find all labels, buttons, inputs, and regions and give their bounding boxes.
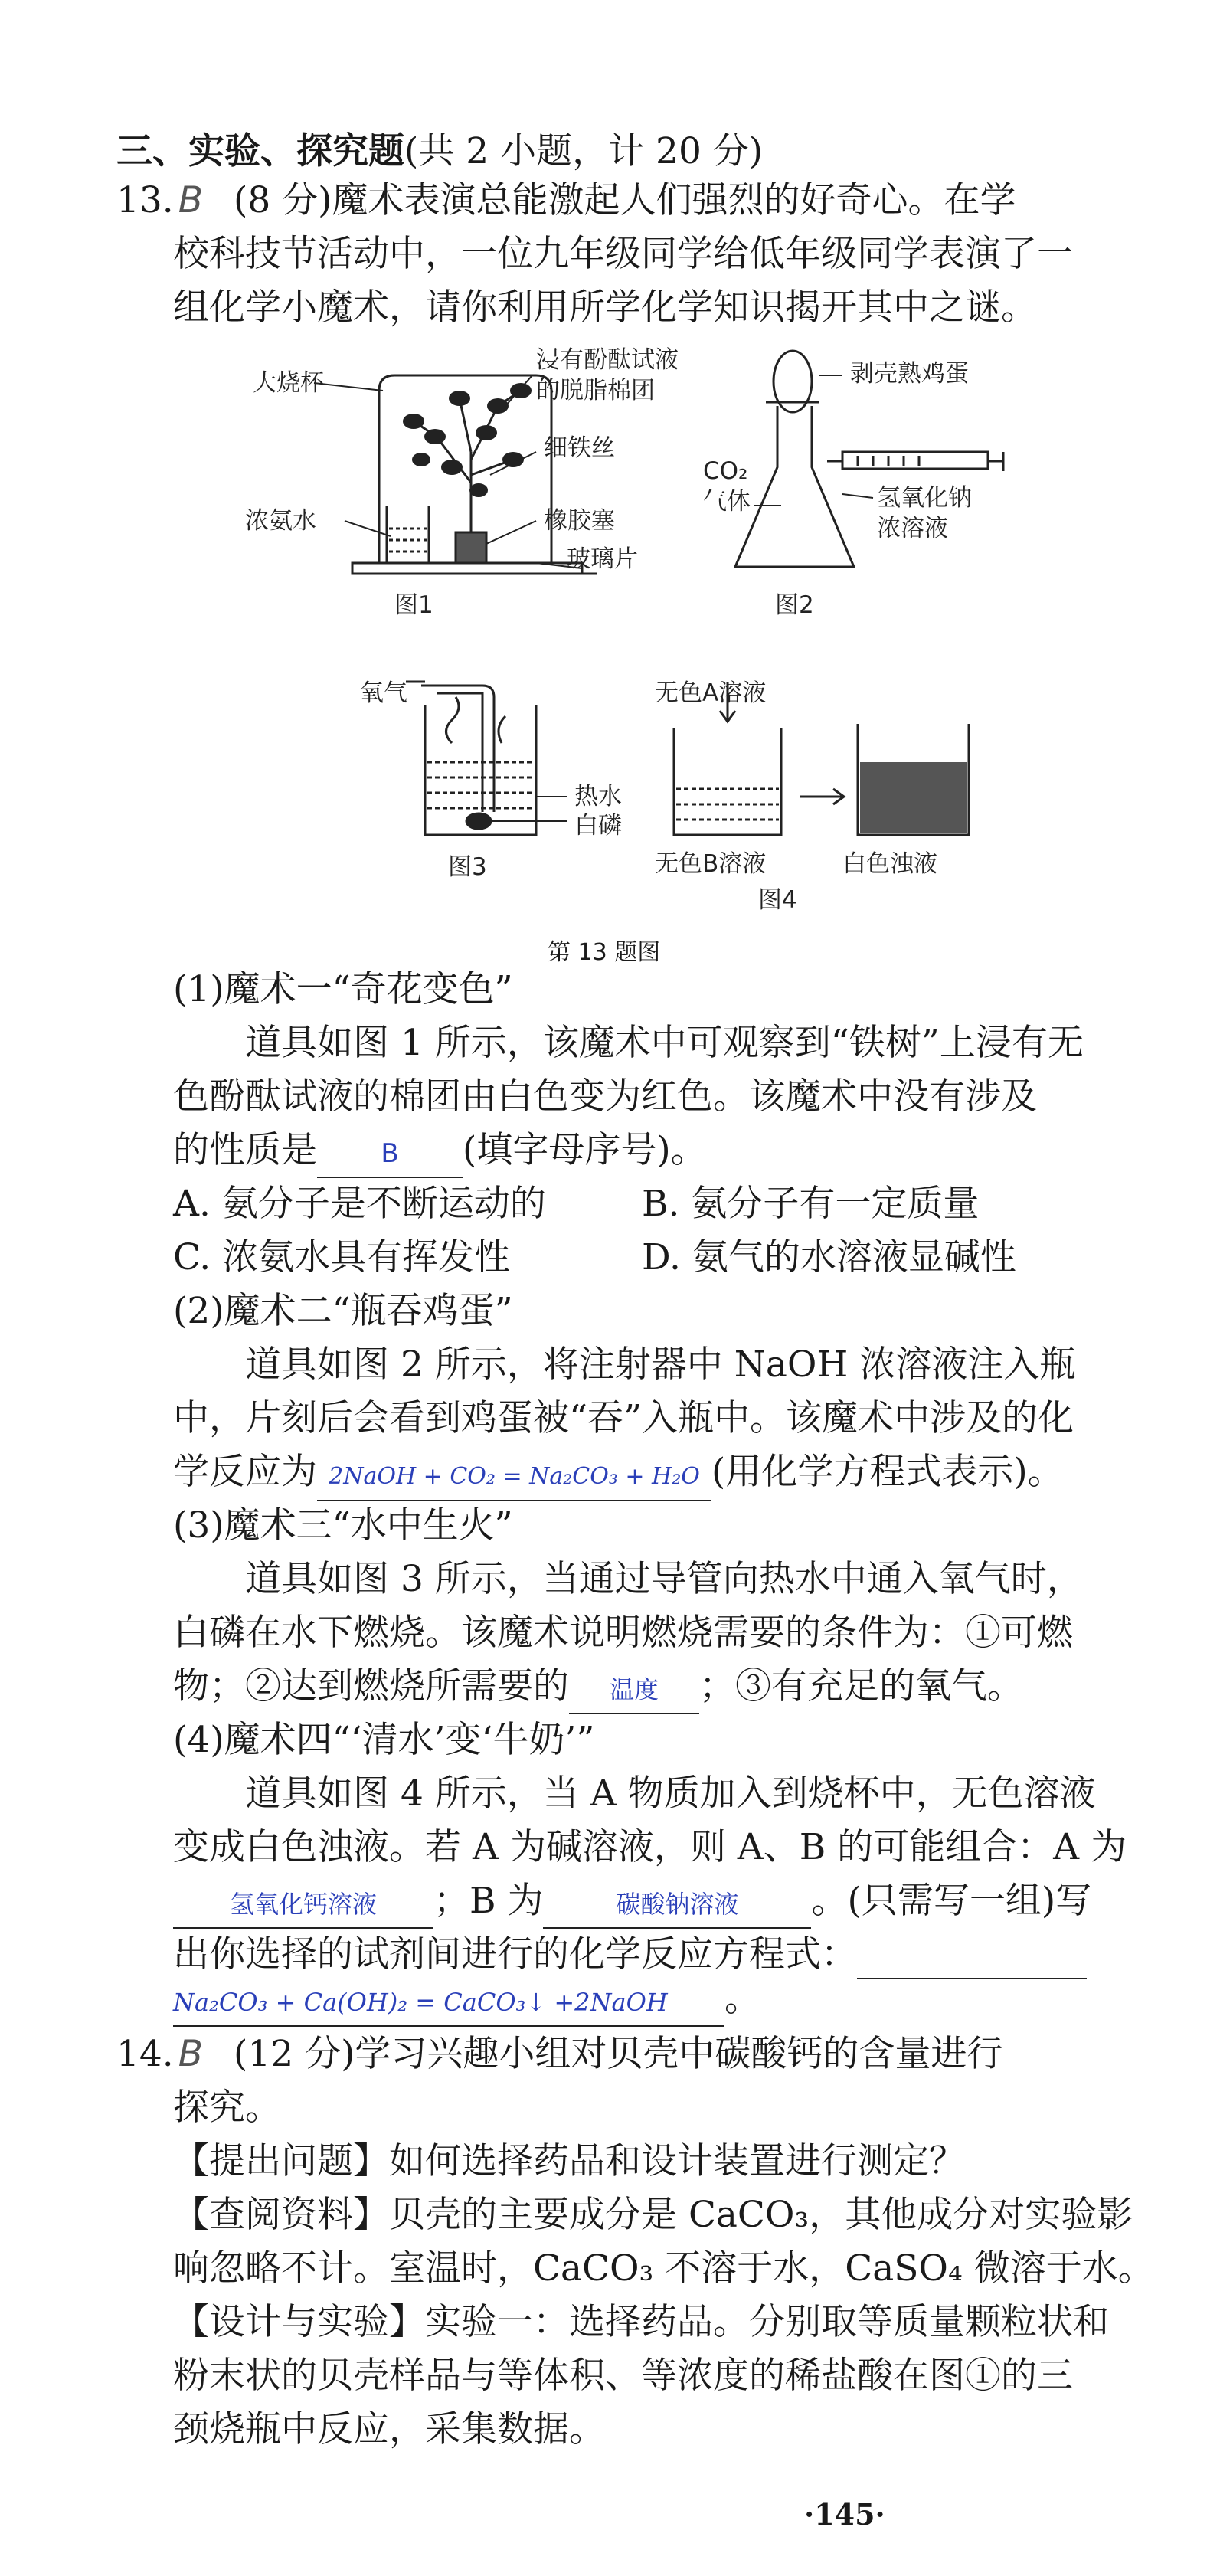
q13-p2-head: (2)魔术二“瓶吞鸡蛋” xyxy=(173,1290,513,1332)
q14-line2: 探究。 xyxy=(173,2087,281,2129)
q13-p4-line2: 变成白色浊液。若 A 为碱溶液，则 A、B 的可能组合：A 为 xyxy=(173,1826,1127,1868)
figure-1-cotton-balls xyxy=(403,383,532,497)
q13-p3-stem: 物；②达到燃烧所需要的 xyxy=(173,1665,569,1707)
page-number: ·145· xyxy=(804,2497,885,2532)
q14-intro: (12 分)学习兴趣小组对贝壳中碳酸钙的含量进行 xyxy=(234,2033,1003,2075)
q13-line2: 校科技节活动中，一位九年级同学给低年级同学表演了一 xyxy=(173,233,1073,275)
q13-p4-line5 xyxy=(173,1976,760,2027)
q13-p1-answer: B xyxy=(381,1138,399,1169)
q13-p4-mid: ；B 为 xyxy=(433,1880,544,1922)
q13-p4-answer-a: 氢氧化钙溶液 xyxy=(229,1890,377,1919)
q13-line3: 组化学小魔术，请你利用所学化学知识揭开其中之谜。 xyxy=(173,286,1037,329)
q13-p1-line2: 色酚酞试液的棉团由白色变为红色。该魔术中没有涉及 xyxy=(173,1075,1037,1118)
q13-p3-line3 xyxy=(173,1664,1023,1714)
q13-p1-hint: (填字母序号)。 xyxy=(463,1129,707,1171)
q13-p4-line1: 道具如图 4 所示，当 A 物质加入到烧杯中，无色溶液 xyxy=(245,1772,1096,1815)
q13-option-a: A. 氨分子是不断运动的 xyxy=(173,1183,546,1225)
q13-p2-answer-blank[interactable] xyxy=(317,1449,711,1501)
q13-p3-line1: 道具如图 3 所示，当通过导管向热水中通入氧气时， xyxy=(245,1558,1083,1600)
fig1-label-cotton-2: 的脱脂棉团 xyxy=(536,377,655,404)
q13-p4-line3 xyxy=(173,1878,1091,1929)
fig3-label-hot-water: 热水 xyxy=(574,783,622,810)
q14-design-3: 颈烧瓶中反应，采集数据。 xyxy=(173,2408,605,2450)
q13-p4-answer-a-blank[interactable] xyxy=(173,1878,433,1929)
q13-p3-answer-blank[interactable] xyxy=(569,1664,699,1714)
fig1-label-wire: 细铁丝 xyxy=(544,434,615,462)
q13-p4-rest: 。(只需写一组)写 xyxy=(811,1880,1092,1922)
q13-p3-rest: ；③有充足的氧气。 xyxy=(699,1665,1023,1707)
fig1-label-stopper: 橡胶塞 xyxy=(544,507,615,535)
fig3-label-phosphorus: 白磷 xyxy=(574,812,622,840)
q13-p4-blank-tail[interactable] xyxy=(857,1932,1087,1979)
fig2-label-naoh-1: 氢氧化钠 xyxy=(877,484,972,512)
section-heading xyxy=(116,123,763,175)
fig1-label-glass: 玻璃片 xyxy=(567,545,638,573)
q13-intro-1: (8 分)魔术表演总能激起人们强烈的好奇心。在学 xyxy=(234,179,1016,221)
q13-line1 xyxy=(116,178,1016,224)
fig4-label-a: 无色A溶液 xyxy=(655,679,767,707)
q13-p3-head: (3)魔术三“水中生火” xyxy=(173,1504,513,1547)
q13-option-c: C. 浓氨水具有挥发性 xyxy=(173,1236,511,1278)
q14-design-2: 粉末状的贝壳样品与等体积、等浓度的稀盐酸在图①的三 xyxy=(173,2355,1073,2397)
q13-number: 13. xyxy=(116,179,174,221)
fig2-label-egg: 剥壳熟鸡蛋 xyxy=(850,360,969,388)
q14-reference-2: 响忽略不计。室温时，CaCO₃ 不溶于水，CaSO₄ 微溶于水。 xyxy=(173,2247,1154,2290)
fig1-label-cotton-1: 浸有酚酞试液 xyxy=(536,346,679,374)
q14-design-1: 【设计与实验】实验一：选择药品。分别取等质量颗粒状和 xyxy=(173,2301,1109,2343)
q13-option-b: B. 氨分子有一定质量 xyxy=(642,1183,980,1225)
q13-p2-line1: 道具如图 2 所示，将注射器中 NaOH 浓溶液注入瓶 xyxy=(245,1344,1076,1386)
fig2-label-gas: 气体 xyxy=(703,488,751,516)
q13-p1-answer-blank[interactable] xyxy=(317,1128,463,1178)
q13-p2-hint: (用化学方程式表示)。 xyxy=(711,1451,1064,1493)
q13-p4-answer-b: 碳酸钠溶液 xyxy=(616,1890,739,1919)
q14-number: 14. xyxy=(116,2033,174,2075)
fig4-label-b: 无色B溶液 xyxy=(655,850,767,878)
q13-difficulty-mark: B xyxy=(178,179,203,221)
fig2-label-naoh-2: 浓溶液 xyxy=(877,515,948,542)
fig1-label-ammonia: 浓氨水 xyxy=(245,507,316,535)
q13-p4-line4 xyxy=(173,1932,1087,1979)
q13-p2-line2: 中，片刻后会看到鸡蛋被“吞”入瓶中。该魔术中涉及的化 xyxy=(173,1397,1074,1439)
q14-line1 xyxy=(116,2031,1002,2077)
q13-p1-line1: 道具如图 1 所示，该魔术中可观察到“铁树”上浸有无 xyxy=(245,1022,1084,1064)
q13-p4-equation-blank[interactable] xyxy=(173,1976,724,2027)
q14-reference-1: 【查阅资料】贝壳的主要成分是 CaCO₃，其他成分对实验影 xyxy=(173,2194,1133,2236)
fig3-label-oxygen: 氧气 xyxy=(360,679,407,707)
q13-p2-line3 xyxy=(173,1449,1064,1501)
q14-difficulty-mark: B xyxy=(178,2033,203,2075)
figure-3 xyxy=(406,682,536,835)
q13-figure xyxy=(230,345,1072,957)
q13-p4-answer-b-blank[interactable] xyxy=(543,1878,811,1929)
q13-p4-end: 。 xyxy=(724,1978,760,2020)
q13-p1-line3 xyxy=(173,1128,707,1178)
fig4-caption: 图4 xyxy=(758,886,797,914)
section-note: (共 2 小题，计 20 分) xyxy=(404,130,764,172)
fig2-label-co2: CO₂ xyxy=(703,457,748,485)
figure-1 xyxy=(352,375,597,574)
q14-question: 【提出问题】如何选择药品和设计装置进行测定？ xyxy=(173,2140,965,2182)
fig3-caption: 图3 xyxy=(448,853,487,881)
q13-p3-line2: 白磷在水下燃烧。该魔术说明燃烧需要的条件为：①可燃 xyxy=(173,1612,1073,1654)
q13-p3-answer: 温度 xyxy=(609,1675,659,1704)
q13-p1-stem: 的性质是 xyxy=(173,1129,317,1171)
q13-figure-caption: 第 13 题图 xyxy=(548,939,661,966)
q13-p4-head: (4)魔术四“‘清水’变‘牛奶’” xyxy=(173,1719,595,1761)
fig4-label-turbid: 白色浊液 xyxy=(842,850,937,878)
q13-p2-answer: 2NaOH + CO₂ = Na₂CO₃ + H₂O xyxy=(329,1463,700,1490)
q13-p4-equation: Na₂CO₃ + Ca(OH)₂ = CaCO₃↓ +2NaOH xyxy=(173,1988,668,2017)
fig1-caption: 图1 xyxy=(394,591,433,619)
q13-option-d: D. 氨气的水溶液显碱性 xyxy=(642,1236,1016,1278)
q13-p1-head: (1)魔术一“奇花变色” xyxy=(173,968,513,1010)
fig1-label-beaker: 大烧杯 xyxy=(253,369,324,397)
fig2-caption: 图2 xyxy=(775,591,814,619)
q13-p4-ask: 出你选择的试剂间进行的化学反应方程式： xyxy=(173,1933,857,1975)
q13-p2-stem: 学反应为 xyxy=(173,1451,317,1493)
section-title: 三、实验、探究题 xyxy=(116,130,404,172)
